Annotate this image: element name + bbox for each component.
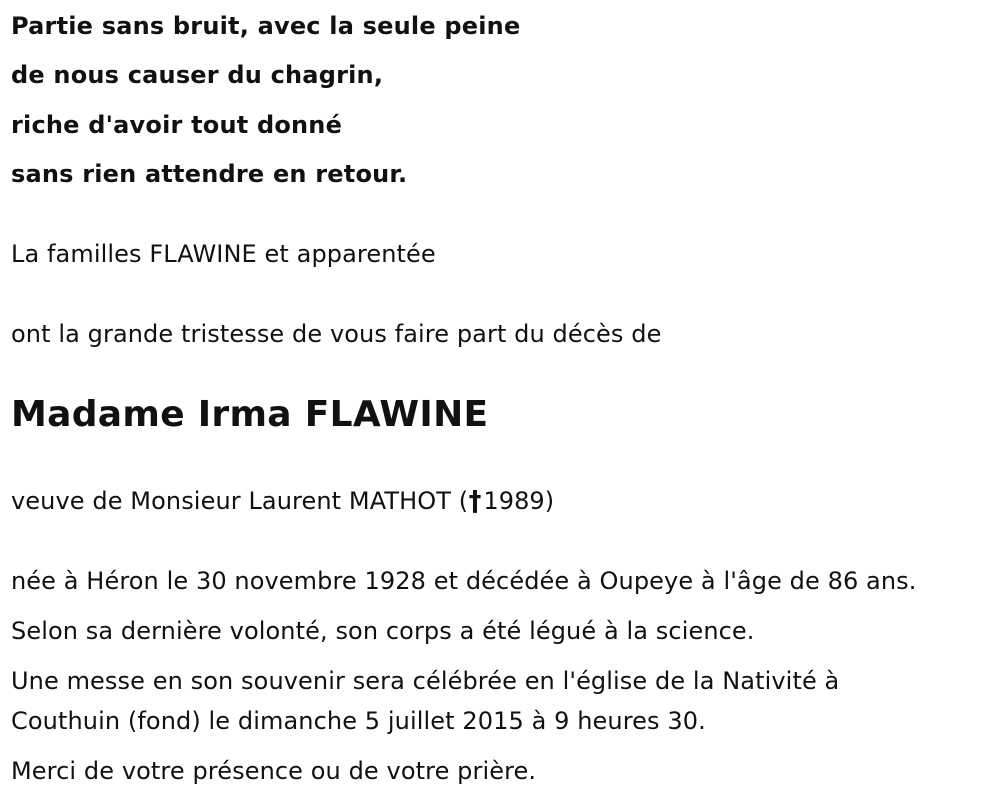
poem-line-2: de nous causer du chagrin, xyxy=(11,61,384,89)
sadness-line: ont la grande tristesse de vous faire part du décès de xyxy=(11,320,662,348)
donation-line: Selon sa dernière volonté, son corps a été légué à la science. xyxy=(11,617,755,645)
thanks-line: Merci de votre présence ou de votre prière. xyxy=(11,757,537,785)
poem-line-1: Partie sans bruit, avec la seule peine xyxy=(11,12,521,40)
mass-line-1: Une messe en son souvenir sera célébrée en l'église de la Nativité à xyxy=(11,667,840,695)
birth-death-line: née à Héron le 30 novembre 1928 et décédée à Oupeye à l'âge de 86 ans. xyxy=(11,567,917,595)
widow-year: 1989) xyxy=(483,487,555,515)
deceased-name: Madame Irma FLAWINE xyxy=(11,394,489,435)
poem-line-3: riche d'avoir tout donné xyxy=(11,111,343,139)
widow-prefix: veuve de Monsieur Laurent MATHOT ( xyxy=(11,487,469,515)
cross-icon: † xyxy=(468,484,482,518)
mass-line-2: Couthuin (fond) le dimanche 5 juillet 2015 à 9 heures 30. xyxy=(11,707,706,735)
family-line: La familles FLAWINE et apparentée xyxy=(11,240,436,268)
widow-line xyxy=(11,485,554,517)
poem-line-4: sans rien attendre en retour. xyxy=(11,160,408,188)
